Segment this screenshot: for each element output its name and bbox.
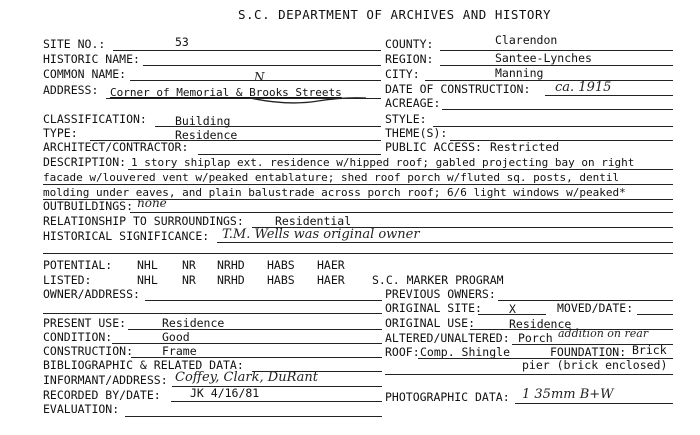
owner-address-label: OWNER/ADDRESS: (43, 287, 140, 301)
region-value: Santee-Lynches (495, 51, 592, 65)
informant-label: INFORMANT/ADDRESS: (43, 373, 168, 387)
type-label: TYPE: (43, 126, 78, 140)
county-label: COUNTY: (385, 37, 434, 51)
previous-owners-label: PREVIOUS OWNERS: (385, 287, 496, 301)
evaluation-line (125, 416, 382, 417)
owner-address-line-2 (43, 313, 382, 314)
potential-habs: HABS (267, 258, 295, 272)
listed-nrhd: NRHD (217, 273, 245, 287)
condition-value: Good (162, 330, 190, 344)
potential-nhl: NHL (137, 258, 158, 272)
outbuildings-line (130, 212, 673, 213)
recorded-line (171, 401, 382, 402)
foundation-continued: pier (brick enclosed) (522, 358, 668, 372)
photo-label: PHOTOGRAPHIC DATA: (385, 390, 510, 404)
construction-label: CONSTRUCTION: (43, 344, 134, 358)
informant-right-line (385, 374, 673, 375)
marker-program-label: S.C. MARKER PROGRAM (372, 273, 504, 287)
county-value: Clarendon (495, 33, 558, 47)
evaluation-label: EVALUATION: (43, 402, 120, 416)
date-construction-label: DATE OF CONSTRUCTION: (385, 82, 531, 96)
original-site-label: ORIGINAL SITE: (385, 301, 482, 315)
public-access-value: Restricted (490, 140, 560, 154)
classification-value: Building (175, 114, 231, 128)
listed-label: LISTED: (43, 273, 92, 287)
description-rule-2 (43, 184, 673, 185)
original-use-label: ORIGINAL USE: (385, 316, 476, 330)
altered-label: ALTERED/UNALTERED: (385, 331, 510, 345)
original-site-line (478, 314, 546, 315)
significance-line (217, 242, 673, 243)
acreage-label: ACREAGE: (385, 96, 441, 110)
region-line (440, 65, 673, 66)
architect-line (198, 154, 381, 155)
roof-label: ROOF: (385, 345, 420, 359)
city-label: CITY: (385, 67, 420, 81)
original-site-value: X (509, 302, 516, 316)
site-no-line (113, 50, 381, 51)
classification-line (155, 126, 381, 127)
moved-date-line (637, 314, 673, 315)
description-line-2: facade w/louvered vent w/peaked entablature; shed roof porch w/fluted sq. posts, dentil (43, 171, 620, 184)
foundation-label: FOUNDATION: (550, 345, 627, 359)
description-line-1: 1 story shiplap ext. residence w/hipped roof; gabled projecting bay on right (131, 156, 635, 169)
site-no-value: 53 (175, 35, 189, 49)
potential-label: POTENTIAL: (43, 258, 113, 272)
significance-value: T.M. Wells was original owner (222, 227, 420, 242)
significance-label: HISTORICAL SIGNIFICANCE: (43, 229, 210, 243)
form-header: S.C. DEPARTMENT OF ARCHIVES AND HISTORY (238, 7, 551, 22)
potential-nr: NR (182, 258, 196, 272)
section-divider (43, 253, 673, 254)
date-construction-value: ca. 1915 (555, 80, 612, 95)
theme-line (450, 140, 673, 141)
address-annotation: N (254, 70, 265, 84)
listed-habs: HABS (267, 273, 295, 287)
recorded-label: RECORDED BY/DATE: (43, 388, 161, 402)
present-use-label: PRESENT USE: (43, 316, 127, 330)
potential-nrhd: NRHD (217, 258, 245, 272)
architect-label: ARCHITECT/CONTRACTOR: (43, 140, 189, 154)
site-no-label: SITE NO.: (43, 37, 106, 51)
potential-haer: HAER (317, 258, 345, 272)
description-line-3: molding under eaves, and plain balustrade across porch roof; 6/6 light windows w/peaked* (43, 186, 626, 199)
bibliographic-label: BIBLIOGRAPHIC & RELATED DATA: (43, 358, 244, 372)
address-label: ADDRESS: (43, 83, 99, 97)
historic-name-line (143, 65, 381, 66)
style-line (433, 126, 673, 127)
photo-value: 1 35mm B+W (522, 387, 614, 402)
owner-address-line (145, 300, 382, 301)
relationship-label: RELATIONSHIP TO SURROUNDINGS: (43, 214, 244, 228)
date-construction-line (545, 95, 673, 96)
condition-line (112, 343, 382, 344)
foundation-value: Brick (632, 343, 667, 357)
condition-label: CONDITION: (43, 330, 113, 344)
common-name-label: COMMON NAME: (43, 67, 127, 81)
moved-date-label: MOVED/DATE: (557, 301, 634, 315)
photo-line (515, 403, 673, 404)
address-value: Corner of Memorial & Brooks Streets (110, 86, 342, 99)
outbuildings-value: none (137, 196, 167, 210)
acreage-line (442, 109, 673, 110)
relationship-value: Residential (275, 214, 352, 228)
roof-value: Comp. Shingle (420, 345, 511, 359)
informant-value: Coffey, Clark, DuRant (175, 370, 318, 385)
construction-value: Frame (162, 344, 197, 358)
theme-label: THEME(S): (385, 126, 448, 140)
address-underline-mark (248, 92, 368, 106)
recorded-value: JK 4/16/81 (190, 386, 260, 400)
listed-nhl: NHL (137, 273, 158, 287)
region-label: REGION: (385, 52, 434, 66)
present-use-value: Residence (162, 316, 225, 330)
historic-name-label: HISTORIC NAME: (43, 52, 140, 66)
original-use-value: Residence (509, 317, 572, 331)
altered-annotation: addition on rear (558, 327, 649, 340)
type-value: Residence (175, 128, 238, 142)
description-rule-1 (128, 169, 673, 170)
public-access-label: PUBLIC ACCESS: (385, 140, 482, 154)
address-line (106, 98, 381, 99)
city-value: Manning (495, 66, 544, 80)
city-line (425, 80, 673, 81)
altered-value: Porch (518, 331, 553, 345)
listed-nr: NR (182, 273, 196, 287)
outbuildings-label: OUTBUILDINGS: (43, 199, 134, 213)
description-label: DESCRIPTION: (43, 155, 127, 169)
classification-label: CLASSIFICATION: (43, 112, 147, 126)
listed-haer: HAER (317, 273, 345, 287)
style-label: STYLE: (385, 112, 427, 126)
